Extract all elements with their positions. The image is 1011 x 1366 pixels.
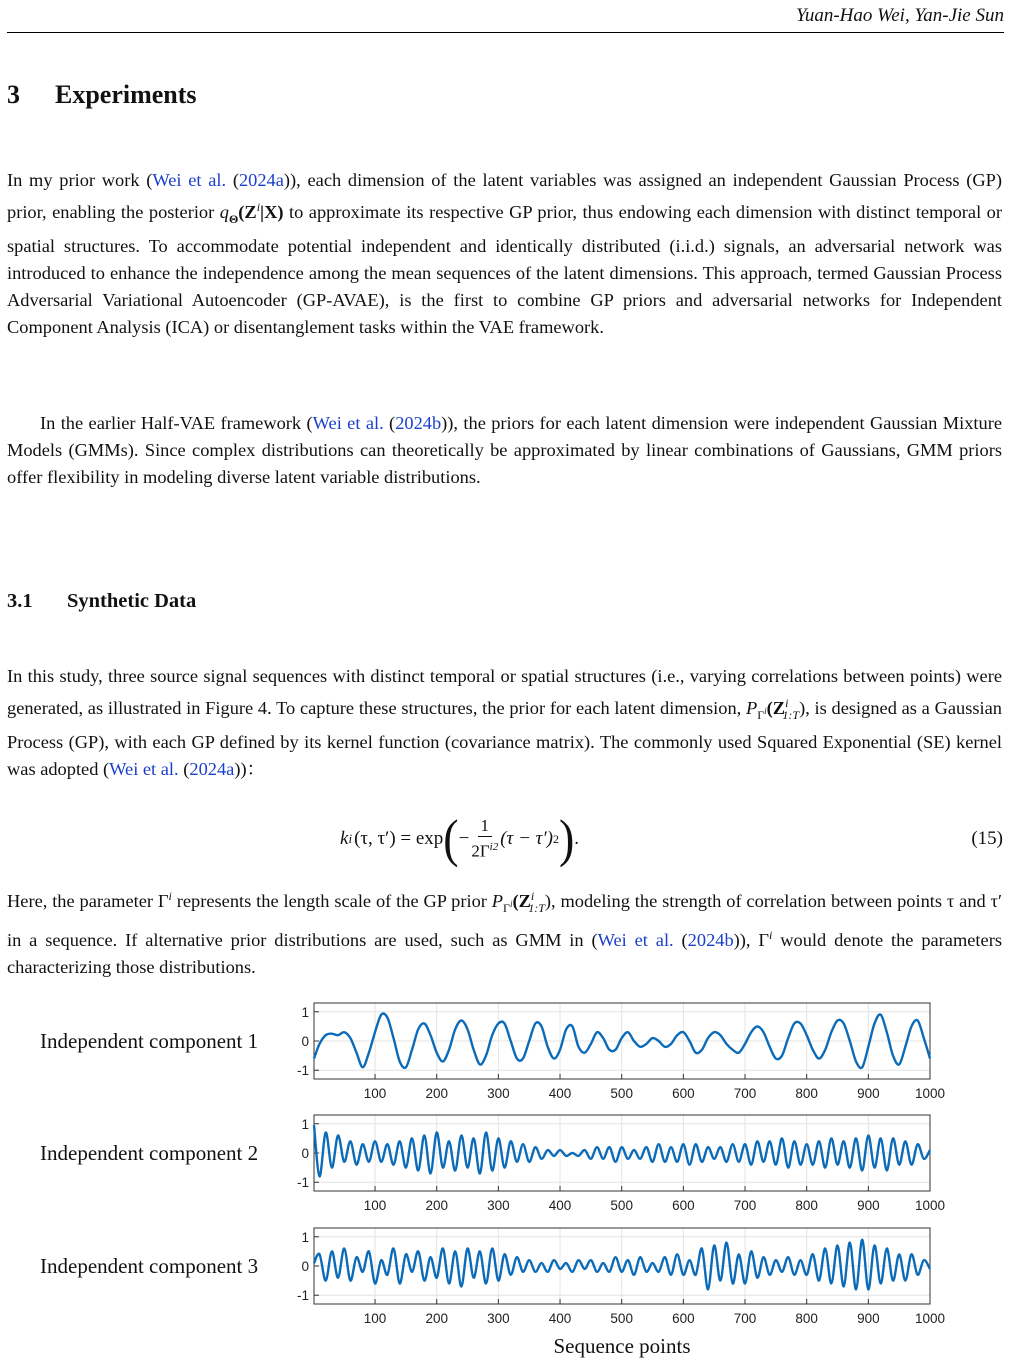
x-tick-label: 300	[487, 1198, 510, 1213]
math-p-2: P	[491, 891, 504, 912]
math-close-paren: )	[799, 698, 806, 719]
math-x: |X)	[260, 202, 284, 223]
x-tick-label: 300	[487, 1086, 510, 1101]
x-tick-label: 1000	[914, 1198, 946, 1213]
x-tick-label: 800	[795, 1198, 818, 1213]
eq-right-paren: )	[558, 809, 575, 868]
paragraph-half-vae: In the earlier Half-VAE framework (Wei et al. (2024b)), the priors for each latent dimension were independent Gaussian Mixture Models (GMMs). Since complex distributions can theoretically be approximated by linear combinations of Gaussians, GMM priors offer flexibility in modeling diverse latent variable distributions.	[7, 413, 1002, 487]
math-p: P	[745, 698, 758, 719]
subsection-title-text: Synthetic Data	[67, 590, 197, 612]
x-tick-label: 500	[610, 1086, 633, 1101]
equation-body	[340, 809, 580, 868]
y-tick-label: 1	[301, 1116, 309, 1132]
para1-text-paren: (	[226, 170, 239, 190]
math-z-1t: (Z	[766, 698, 786, 719]
eq-rest: (τ − τ′)	[500, 828, 553, 849]
header-authors: Yuan-Hao Wei, Yan-Jie Sun	[796, 5, 1004, 26]
citation-year-2024a[interactable]: 2024a	[238, 170, 284, 190]
x-tick-label: 200	[425, 1198, 448, 1213]
para4-text-2: represents the length scale of the GP prior	[171, 891, 492, 912]
subsection-number: 3.1	[7, 590, 33, 612]
para1-text-2: )), each dimension of the latent variables was assigned an independent Gaussian Process (GP) prior, enabling the posterior	[7, 170, 1002, 223]
citation-wei-3[interactable]: Wei et al.	[597, 929, 674, 950]
x-tick-label: 900	[857, 1198, 880, 1213]
citation-wei-2[interactable]: Wei et al.	[109, 758, 179, 779]
paragraph-length-scale: Here, the parameter $\Gamma^i$ represents the length scale of the GP prior $P_{\Gamma^i}(Z^i_{1:T})$, modeling the strength of correlation between points τ and τ′ in a sequence. If alternative prior distributions are used, such as GMM in (Wei et al. (2024b)), $\Gamma^i$ would denote the parameters characterizing those distributions.	[7, 889, 1002, 977]
para2-text-2: )), the priors for each latent dimension were independent Gaussian Mixture Models (GMMs). Since complex distributions can theoretically be approximated by linear combinations of Gaussians, GMM priors offer flexibility in modeling diverse latent variable distributions.	[7, 413, 1002, 487]
math-z-1t-sup: i	[785, 696, 789, 710]
math-z-2-sub: 1:T	[528, 900, 545, 915]
panel-1	[40, 1003, 945, 1101]
x-tick-label: 600	[672, 1311, 695, 1326]
section-number: 3	[7, 80, 20, 109]
eq-period: .	[574, 828, 580, 849]
eq-frac-num: 1	[478, 816, 493, 837]
paragraph-prior-work	[7, 167, 1002, 341]
eq-frac-den-sup: i2	[489, 841, 499, 854]
x-tick-label: 600	[672, 1086, 695, 1101]
math-p-sub-gamma: Γ	[757, 707, 765, 722]
para1-text-3: to approximate its respective GP prior, thus endowing each dimension with distinct temporal or spatial structures. To accommodate potential independent and identically distributed (i.i.d.) signals, an adversarial network was introduced to enhance the independence among the mean sequences of the latent dimensions. This approach, termed Gaussian Process Adversarial Variational Autoencoder (GP-AVAE), is the first to combine GP priors and adversarial networks for Independent Component Analysis (ICA) or disentanglement tasks within the VAE framework.	[7, 202, 1002, 337]
para3-text-3: ))：	[234, 758, 265, 779]
paragraph-synthetic-data: In this study, three source signal sequences with distinct temporal or spatial structures (i.e., varying correlations between points) were generated, as illustrated in Figure 4. To capture these structures, the prior for each latent dimension, $P_{\Gamma^i}(Z^i_{1:T})$, is designed as a Gaussian Process (GP), with each GP defined by its kernel function (covariance matrix). The commonly used Squared Exponential (SE) kernel was adopted (Wei et al. (2024a))：	[7, 666, 1003, 779]
panel-label-1: Independent component 1	[40, 1029, 259, 1053]
running-header	[7, 0, 1004, 33]
subsection-title	[7, 590, 196, 613]
section-title	[7, 80, 197, 110]
math-z-sup: i	[256, 200, 261, 214]
para3-text-1: In this study, three source signal sequences with distinct temporal or spatial structures (i.e., varying correlations between points) were generated, as illustrated in Figure 4. To capture these structures, the prior for each latent dimension,	[7, 666, 1002, 719]
math-p-2-sub-sup: i	[509, 898, 513, 909]
eq-frac-den-text: 2Γ	[471, 841, 490, 861]
y-tick-label: -1	[296, 1288, 309, 1304]
x-tick-label: 300	[487, 1311, 510, 1326]
eq-fraction	[471, 816, 498, 862]
x-tick-label: 500	[610, 1198, 633, 1213]
citation-year-2024a-2[interactable]: 2024a	[189, 758, 235, 779]
eq-minus: −	[458, 828, 470, 849]
y-tick-label: 1	[301, 1004, 309, 1020]
x-tick-label: 1000	[914, 1311, 946, 1326]
y-tick-label: 1	[301, 1229, 309, 1245]
section-title-text: Experiments	[55, 80, 197, 109]
x-tick-label: 700	[733, 1311, 757, 1326]
para1-text-1: In my prior work (	[7, 170, 153, 190]
citation-year-2024b-2[interactable]: 2024b	[687, 929, 734, 950]
x-tick-label: 500	[610, 1311, 633, 1326]
math-z-2-sup: i	[530, 889, 535, 903]
eq-lhs-sub: i	[348, 831, 353, 846]
math-p-2-sub-gamma: Γ	[503, 900, 510, 915]
x-tick-label: 900	[857, 1086, 880, 1101]
math-q: q	[219, 202, 229, 223]
para4-text-3: , modeling the strength of correlation between points τ and τ′ in a sequence. If alternative prior distributions are used, such as GMM in (	[7, 891, 1002, 950]
x-tick-label: 1000	[914, 1086, 946, 1101]
panel-label-2: Independent component 2	[40, 1141, 259, 1165]
para4-gamma-sup: i	[168, 889, 172, 903]
signal-plots	[0, 995, 1011, 1366]
x-tick-label: 800	[795, 1086, 818, 1101]
y-tick-label: 0	[301, 1146, 309, 1161]
x-tick-label: 600	[672, 1198, 695, 1213]
math-p-sub-sup: i	[764, 705, 767, 716]
eq-lhs: k	[340, 828, 349, 849]
x-tick-label: 800	[795, 1311, 818, 1326]
panel-2	[40, 1115, 945, 1213]
x-tick-label: 100	[363, 1086, 387, 1101]
x-tick-label: 400	[548, 1311, 572, 1326]
y-tick-label: -1	[296, 1063, 309, 1079]
panel-3	[40, 1228, 945, 1326]
y-tick-label: 0	[301, 1034, 309, 1049]
citation-wei[interactable]: Wei et al.	[312, 413, 384, 433]
figure-independent-components	[0, 995, 1011, 1366]
math-z-2: (Z	[512, 891, 531, 912]
x-tick-label: 200	[425, 1311, 448, 1326]
x-axis-label: Sequence points	[553, 1334, 691, 1358]
eq-lhs-args: (τ, τ′) = exp	[354, 828, 444, 849]
equation-15	[0, 809, 1011, 868]
equation-number: (15)	[971, 828, 1003, 849]
citation-wei-2024a[interactable]: Wei et al.	[152, 170, 227, 190]
math-z-1t-sub: 1:T	[782, 707, 800, 722]
para4-gamma-sup-2: i	[769, 927, 773, 942]
math-p-sub	[757, 705, 767, 722]
x-tick-label: 900	[857, 1311, 880, 1326]
x-tick-label: 400	[548, 1198, 572, 1213]
x-tick-label: 700	[733, 1086, 757, 1101]
panel-label-3: Independent component 3	[40, 1254, 259, 1278]
para4-text-4: )), Γ	[733, 929, 770, 950]
math-q-sub: Θ	[228, 211, 239, 226]
citation-year-2024b[interactable]: 2024b	[395, 413, 442, 433]
y-tick-label: -1	[296, 1175, 309, 1191]
x-tick-label: 400	[548, 1086, 572, 1101]
eq-rest-sup: 2	[552, 831, 559, 846]
para2-text-1: In the earlier Half-VAE framework (	[40, 413, 313, 433]
x-tick-label: 200	[425, 1086, 448, 1101]
math-z: (Z	[238, 202, 257, 223]
x-tick-label: 100	[363, 1198, 387, 1213]
eq-frac-den	[471, 837, 498, 862]
math-close-paren-2: )	[544, 891, 551, 912]
eq-left-paren: (	[443, 809, 459, 868]
para3-text-2: , is designed as a Gaussian Process (GP), with each GP defined by its kernel function (covariance matrix). The commonly used Squared Exponential (SE) kernel was adopted (	[7, 698, 1003, 779]
x-tick-label: 100	[363, 1311, 387, 1326]
para4-text-5: would denote the parameters characterizing those distributions.	[7, 929, 1002, 977]
x-tick-label: 700	[733, 1198, 757, 1213]
para4-text-1: Here, the parameter Γ	[7, 891, 169, 912]
y-tick-label: 0	[301, 1259, 309, 1274]
